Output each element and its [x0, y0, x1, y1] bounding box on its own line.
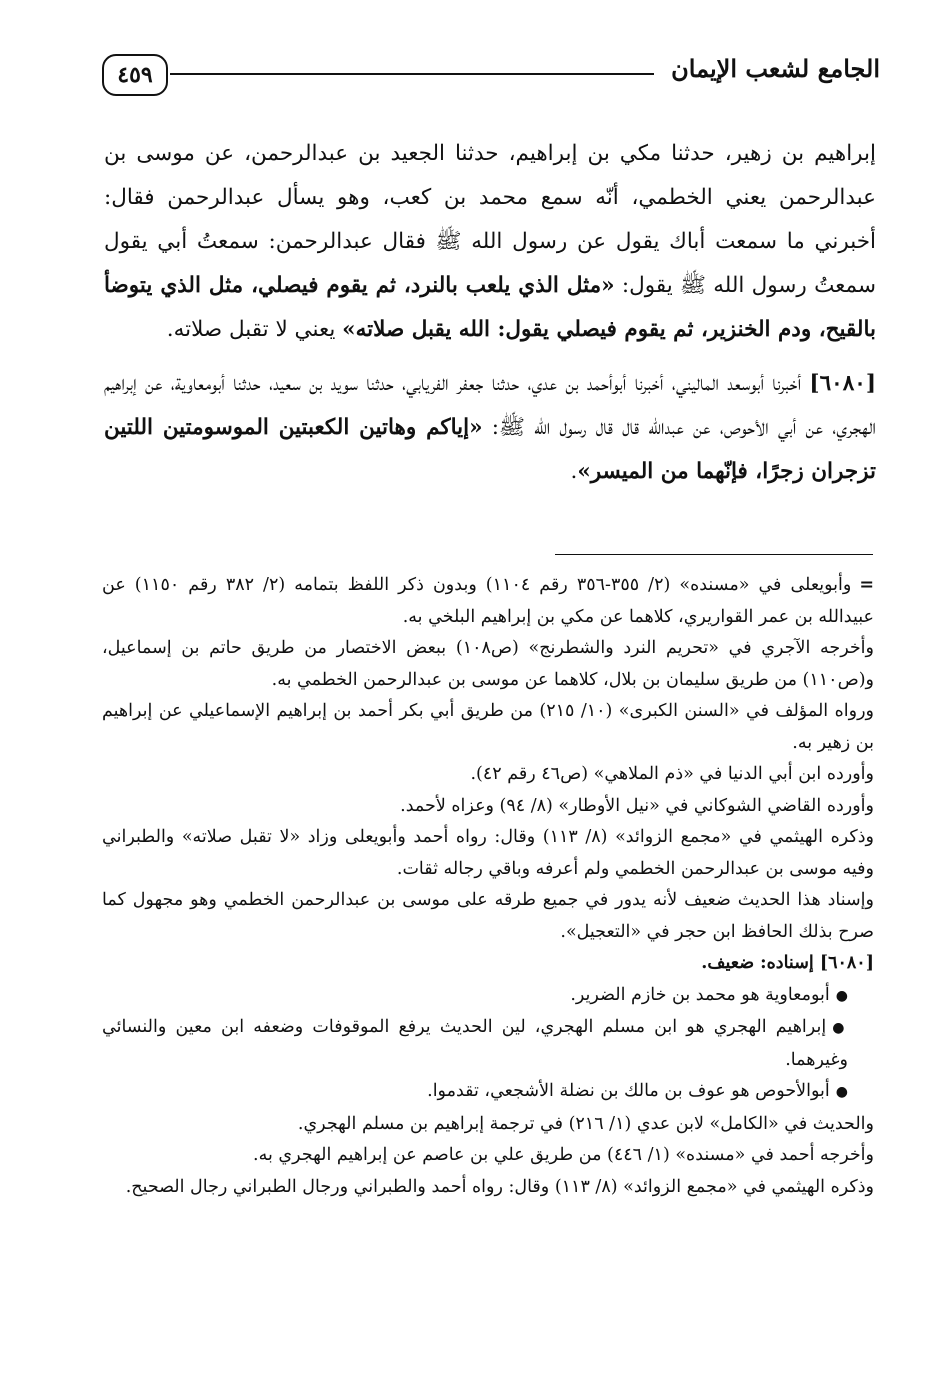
- bullet-icon: ●: [835, 987, 848, 1004]
- bullet-item: [102, 980, 874, 1013]
- footnote-line: وأخرجه أحمد في «مسنده» (١/ ٤٤٦) من طريق علي بن عاصم عن إبراهيم الهجري به.: [253, 1145, 874, 1165]
- footnote-line: ورواه المؤلف في «السنن الكبرى» (١٠/ ٢١٥) من طريق أبي بكر أحمد بن إبراهيم الإسماعيلي عن إبراهيم بن زهير به.: [102, 701, 874, 753]
- header-rule: [170, 73, 654, 75]
- hadith-number: [٦٠٨٠]: [809, 371, 876, 396]
- footnotes: [102, 570, 874, 1203]
- footnote-line: وأورده ابن أبي الدنيا في «ذم الملاهي» (ص٤٦ رقم ٤٢).: [470, 764, 874, 784]
- isnad-text: أخبرنا أبوسعد الماليني، أخبرنا أبوأحمد بن عدي، حدثنا جعفر الفريابي، حدثنا سويد بن سعيد، حدثنا أبومعاوية، عن إبراهيم الهجري، عن أبي الأحوص، عن عبدالله قال قال رسول الله ﷺ:: [104, 371, 876, 440]
- isnad-text: إبراهيم بن زهير، حدثنا مكي بن إبراهيم، حدثنا الجعيد بن عبدالرحمن، عن موسى بن عبدالرحمن يعني الخطمي، أنّه سمع محمد بن كعب، وهو يسأل عبدالرحمن فقال: أخبرني ما سمعت أباك يقول عن رسول الله ﷺ فقال عبدالرحمن: سمعتُ أبي يقول سمعتُ رسول الله ﷺ يقول:: [104, 141, 876, 298]
- main-text: [104, 132, 876, 494]
- continuation-mark: =: [859, 575, 875, 595]
- footnote-line: وذكره الهيثمي في «مجمع الزوائد» (٨/ ١١٣) وقال: رواه أحمد وأبويعلى وزاد «لا تقبل صلاته» والطبراني وفيه موسى بن عبدالرحمن الخطمي ولم أعرفه وباقي رجاله ثقات.: [102, 827, 874, 879]
- paragraph-end: .: [570, 459, 578, 484]
- bullet-text: أبومعاوية هو محمد بن خازم الضرير.: [570, 984, 830, 1005]
- footnote-line: وأورده القاضي الشوكاني في «نيل الأوطار» (٨/ ٩٤) وعزاه لأحمد.: [400, 795, 874, 816]
- footnote-divider: [555, 554, 873, 555]
- isnad-grade: [٦٠٨٠] إسناده: ضعيف.: [701, 953, 874, 973]
- paragraph: [104, 362, 876, 494]
- paragraph: [104, 132, 876, 352]
- footnote-line: والحديث في «الكامل» لابن عدي (١/ ٢١٦) في ترجمة إبراهيم بن مسلم الهجري.: [297, 1113, 874, 1134]
- bullet-item: [102, 1076, 874, 1109]
- bullet-text: إبراهيم الهجري هو ابن مسلم الهجري، لين الحديث يرفع الموقوفات وضعفه ابن معين والنسائي وغيرهما.: [102, 1017, 848, 1070]
- page-number: ٤٥٩: [102, 54, 168, 96]
- bullet-text: أبوالأحوص هو عوف بن مالك بن نضلة الأشجعي، تقدموا.: [427, 1081, 830, 1101]
- paragraph-end: يعني لا تقبل صلاته.: [166, 317, 343, 342]
- page-header: [98, 48, 880, 102]
- footnote-text: وأبويعلى في «مسنده» (٢/ ٣٥٥-٣٥٦ رقم ١١٠٤) وبدون ذكر اللفظ بتمامه (٢/ ٣٨٢ رقم ١١٥٠) عن عبيدالله بن عمر القواريري، كلاهما عن مكي بن إبراهيم البلخي به.: [102, 575, 874, 627]
- footnote-line: وأخرجه الآجري في «تحريم النرد والشطرنج» (ص١٠٨) ببعض الاختصار من طريق حاتم بن إسماعيل، و(ص١١٠) من طريق سليمان بن بلال، كلاهما عن موسى بن عبدالرحمن الخطمي به.: [102, 638, 874, 690]
- footnote-line: وإسناد هذا الحديث ضعيف لأنه يدور في جميع طرقه على موسى بن عبدالرحمن الخطمي وهو مجهول كما صرح بذلك الحافظ ابن حجر في «التعجيل».: [102, 890, 874, 942]
- bullet-icon: ●: [835, 1084, 848, 1100]
- bullet-icon: ●: [832, 1020, 849, 1036]
- footnote-line: وذكره الهيثمي في «مجمع الزوائد» (٨/ ١١٣) وقال: رواه أحمد والطبراني ورجال الطبراني رجال الصحيح.: [125, 1176, 874, 1197]
- hadith-text: «مثل الذي يلعب بالنرد، ثم يقوم فيصلي، مثل الذي يتوضأ بالقيح، ودم الخنزير، ثم يقوم فيصلي يقول: الله يقبل صلاته»: [104, 273, 876, 342]
- footnote-line: [102, 570, 874, 633]
- bullet-item: [102, 1012, 874, 1076]
- running-title: الجامع لشعب الإيمان: [671, 54, 880, 83]
- hadith-text: «إياكم وهاتين الكعبتين الموسومتين اللتين تزجران زجرًا، فإنّهما من الميسر»: [104, 415, 876, 484]
